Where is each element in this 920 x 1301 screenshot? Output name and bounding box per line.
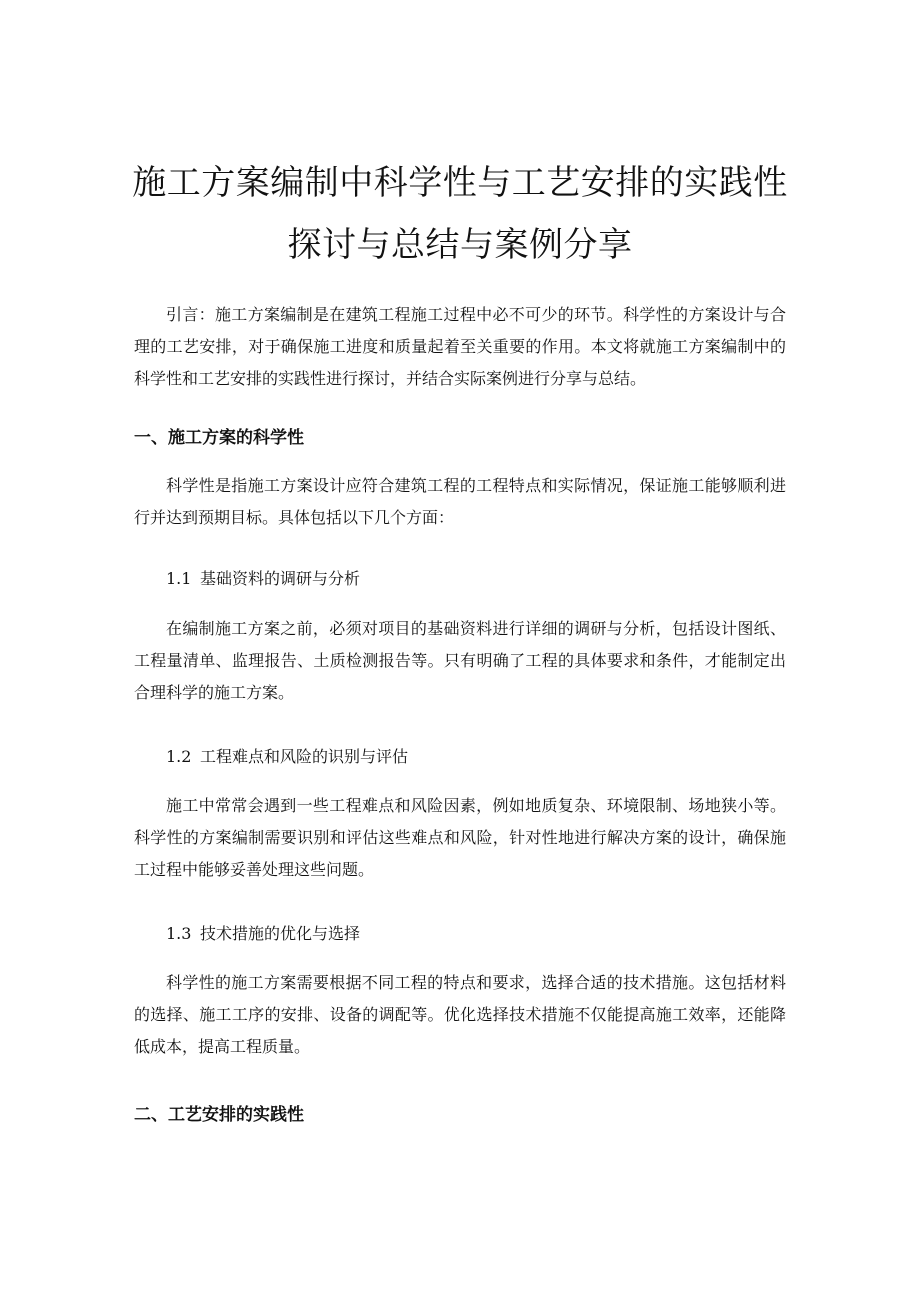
subsection-1-2-heading — [166, 745, 786, 769]
subsection-1-3-paragraph: 科学性的施工方案需要根据不同工程的特点和要求，选择合适的技术措施。这包括材料的选择、施工工序的安排、设备的调配等。优化选择技术措施不仅能提高施工效率，还能降低成本，提高工程质量。 — [134, 973, 786, 1056]
document-title-line-1: 施工方案编制中科学性与工艺安排的实践性 — [132, 163, 788, 203]
document-title-line-2: 探讨与总结与案例分享 — [287, 225, 633, 265]
subsection-number: 1.3 — [166, 924, 192, 943]
section-2-heading: 二、工艺安排的实践性 — [134, 1105, 304, 1125]
subsection-1-3-heading — [166, 922, 786, 946]
subsection-1-1-heading — [166, 567, 786, 591]
subsection-title: 技术措施的优化与选择 — [200, 924, 361, 943]
section-1-paragraph: 科学性是指施工方案设计应符合建筑工程的工程特点和实际情况，保证施工能够顺利进行并达到预期目标。具体包括以下几个方面： — [134, 476, 786, 527]
intro-paragraph: 引言：施工方案编制是在建筑工程施工过程中必不可少的环节。科学性的方案设计与合理的工艺安排，对于确保施工进度和质量起着至关重要的作用。本文将就施工方案编制中的科学性和工艺安排的实践性进行探讨，并结合实际案例进行分享与总结。 — [134, 305, 786, 388]
subsection-number: 1.2 — [166, 747, 192, 766]
subsection-1-2-paragraph: 施工中常常会遇到一些工程难点和风险因素，例如地质复杂、环境限制、场地狭小等。科学性的方案编制需要识别和评估这些难点和风险，针对性地进行解决方案的设计，确保施工过程中能够妥善处理这些问题。 — [134, 796, 786, 879]
subsection-number: 1.1 — [166, 569, 192, 588]
section-1-heading: 一、施工方案的科学性 — [134, 428, 304, 448]
subsection-title: 工程难点和风险的识别与评估 — [200, 747, 409, 766]
subsection-1-1-paragraph: 在编制施工方案之前，必须对项目的基础资料进行详细的调研与分析，包括设计图纸、工程量清单、监理报告、土质检测报告等。只有明确了工程的具体要求和条件，才能制定出合理科学的施工方案。 — [134, 619, 786, 702]
subsection-title: 基础资料的调研与分析 — [200, 569, 361, 588]
